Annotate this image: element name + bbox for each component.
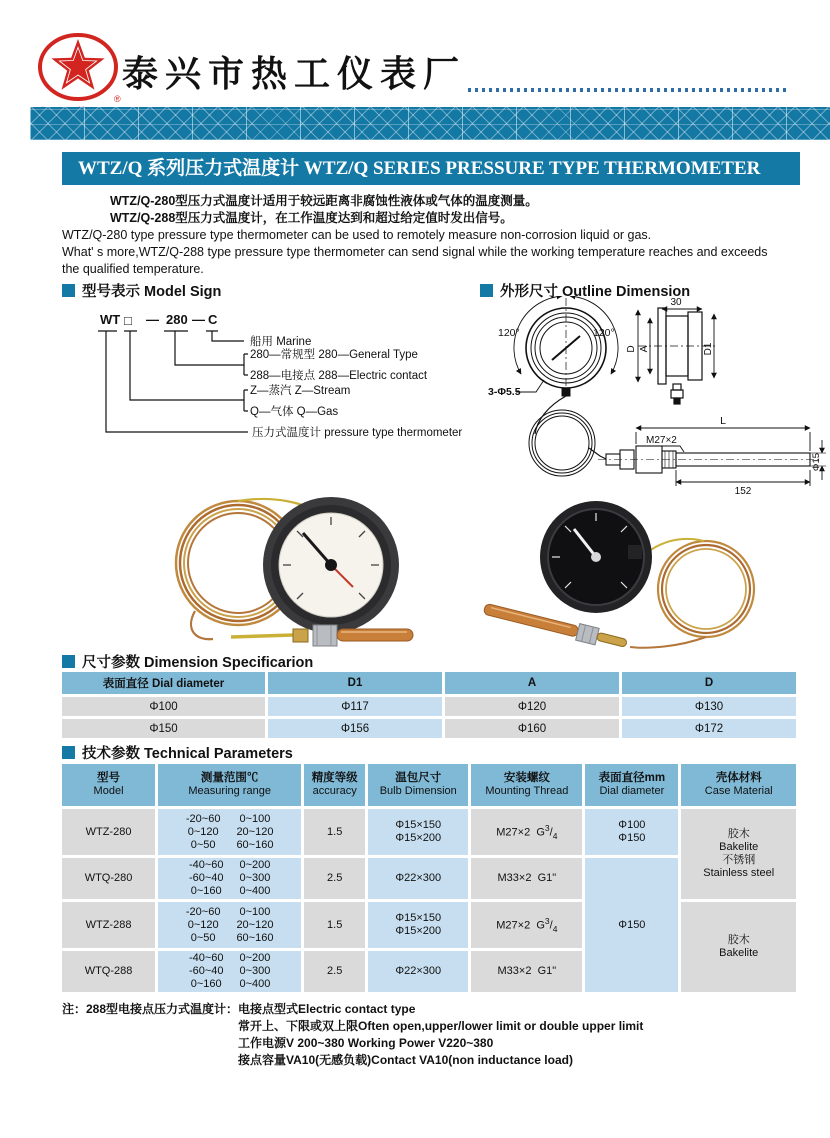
range-col-b: 0~200 0~300 0~400 [239,859,271,897]
product-photo-black-dial [468,497,793,657]
mount-holes-label: 3-Φ5.5 [488,386,521,398]
cell-d1: Φ156 [268,719,442,738]
col-mounting-thread [471,764,582,806]
model-label-wt: 压力式温度计 pressure type thermometer [252,427,463,439]
cell-range [158,951,301,992]
cell-d1: Φ117 [268,697,442,716]
cell-bulb: Φ15×150 Φ15×200 [368,809,468,855]
note-line: 常开上、下限或双上限Often open,upper/lower limit or double upper limit [238,1019,644,1033]
header-en: Case Material [704,785,773,797]
cell-model: WTQ-280 [62,858,155,899]
section-bullet-icon [62,655,75,668]
range-col-a: -20~60 0~120 0~50 [185,812,221,851]
header-en: Model [93,785,124,797]
note-prefix: 注：288型电接点压力式温度计： [62,1002,239,1016]
cell-case-280: 胶木 Bakelite 不锈钢 Stainless steel [681,809,796,899]
table-row [62,697,796,716]
cell-thread: M33×2 G1" [471,951,582,992]
side-depth-label: 30 [670,297,682,308]
tube-diameter-label: Φ15 [811,452,822,472]
model-label-288: 288—电接点 288—Electric contact [250,370,428,382]
section-heading-technical [62,742,293,763]
decorative-lattice-band [30,107,830,140]
model-code-dash: — [146,312,159,327]
dimension-table [59,669,799,741]
header-en: Mounting Thread [485,785,569,797]
front-angle-right-label: 120° [593,327,615,339]
model-label-280: 280—常规型 280—General Type [250,349,418,361]
front-angle-left-label: 120° [498,327,520,339]
range-col-a: -40~60 -60~40 0~160 [188,859,224,897]
footnotes [62,1001,772,1069]
page-title: WTZ/Q 系列压力式温度计 WTZ/Q SERIES PRESSURE TYPE THERMOMETER [62,152,800,185]
note-line: 工作电源V 200~380 Working Power V220~380 [238,1036,494,1050]
cell-thread: M27×2 $G^3/_4$ [471,809,582,855]
cell-dial: Φ150 [62,719,265,738]
cell-a: Φ120 [445,697,619,716]
col-d: D [622,672,796,694]
range-col-a: -20~60 0~120 0~50 [185,905,221,944]
col-a: A [445,672,619,694]
red-star-logo-icon [36,32,122,112]
probe-thread-label: M27×2 [646,435,677,446]
col-dial-diameter [585,764,678,806]
cell-d: Φ172 [622,719,796,738]
header-cn: 型号 [97,772,121,784]
model-label-marine: 船用 Marine [250,336,312,348]
cell-dial: Φ100 Φ150 [585,809,678,855]
note-lines [238,1001,643,1069]
cell-accuracy: 2.5 [304,951,365,992]
cell-a: Φ160 [445,719,619,738]
cell-accuracy: 1.5 [304,902,365,948]
tech-row-wtz-280 [62,809,796,855]
product-photo-white-dial [135,489,427,661]
cell-dial: Φ100 [62,697,265,716]
cell-thread: M33×2 G1" [471,858,582,899]
col-bulb-dimension [368,764,468,806]
cell-accuracy: 2.5 [304,858,365,899]
header-cn: 精度等级 [311,772,358,784]
header-cn: 安装螺纹 [503,772,550,784]
col-d1: D1 [268,672,442,694]
range-col-b: 0~100 20~120 60~160 [236,905,274,944]
col-model [62,764,155,806]
note-line: 电接点型式Electric contact type [238,1002,416,1016]
range-col-b: 0~100 20~120 60~160 [236,812,274,851]
side-a-label: A [639,345,650,353]
model-code-wt: WT [100,312,121,327]
cell-range [158,858,301,899]
section-bullet-icon [62,284,75,297]
col-dial-diameter: 表面直径 Dial diameter [62,672,265,694]
registered-mark: ® [114,94,121,104]
header-en: Dial diameter [599,785,665,797]
outline-dimension-drawing [478,296,828,504]
cell-bulb: Φ22×300 [368,858,468,899]
intro-cn-line-2: WTZ/Q-288型压力式温度计，在工作温度达到和超过给定值时发出信号。 [110,211,513,225]
table-row [62,719,796,738]
header-cn: 表面直径mm [598,772,666,784]
header-en: Bulb Dimension [379,785,457,797]
dimension-table-header-row [62,672,796,694]
cell-case-288: 胶木 Bakelite [681,902,796,992]
model-code-suffix: C [208,312,218,327]
section-heading-model-sign [62,280,221,301]
model-label-z: Z—蒸汽 Z—Stream [250,385,351,397]
intro-cn-line-1: WTZ/Q-280型压力式温度计适用于较远距离非腐蚀性液体或气体的温度测量。 [110,194,538,208]
cell-dial-merged: Φ150 [585,858,678,992]
header-en: accuracy [312,785,357,797]
cell-model: WTZ-280 [62,809,155,855]
header-cn: 测量范围℃ [200,772,259,784]
tech-table-header-row [62,764,796,806]
intro-en-line-2: What' s more,WTZ/Q-288 type pressure type thermometer can send signal while the working temperature reaches and exceeds the qualified temperature. [62,245,768,276]
col-measuring-range [158,764,301,806]
model-label-q: Q—气体 Q—Gas [250,406,339,418]
note-line: 接点容量VA10(无感负载)Contact VA10(non inductance load) [238,1053,573,1067]
technical-parameters-table [59,761,799,995]
range-col-a: -40~60 -60~40 0~160 [188,952,224,990]
section-heading-label: 外形尺寸 Outline Dimension [500,284,691,300]
section-heading-label: 型号表示 Model Sign [82,284,222,300]
header-en: Measuring range [188,785,271,797]
model-code-dash: — [192,312,205,327]
cell-thread: M27×2 $G^3/_4$ [471,902,582,948]
section-heading-label: 尺寸参数 Dimension Specificarion [82,655,314,671]
intro-en-line-1: WTZ/Q-280 type pressure type thermometer can be used to remotely measure non-corrosion liquid or gas. [62,228,652,242]
header-cn: 温包尺寸 [395,772,442,784]
header-cn: 壳体材料 [715,772,762,784]
model-code-number: 280 [166,312,188,327]
section-bullet-icon [62,746,75,759]
company-name: 泰兴市热工仪表厂 [122,53,467,94]
cell-bulb: Φ22×300 [368,951,468,992]
cell-model: WTZ-288 [62,902,155,948]
side-d-label: D [626,345,637,353]
cell-range [158,902,301,948]
cell-d: Φ130 [622,697,796,716]
tech-row-wtz-288 [62,902,796,948]
side-d1-label: D1 [703,342,714,356]
tube-length-label: 152 [734,486,752,497]
model-code-box: □ [124,313,132,328]
model-sign-diagram [62,304,472,476]
cell-bulb: Φ15×150 Φ15×200 [368,902,468,948]
section-heading-label: 技术参数 Technical Parameters [82,746,293,762]
cell-range [158,809,301,855]
probe-length-l-label: L [720,415,726,427]
cell-accuracy: 1.5 [304,809,365,855]
cell-model: WTQ-288 [62,951,155,992]
intro-paragraphs [62,193,786,278]
range-col-b: 0~200 0~300 0~400 [239,952,271,990]
col-accuracy [304,764,365,806]
col-case-material [681,764,796,806]
dotted-rule [468,88,790,92]
